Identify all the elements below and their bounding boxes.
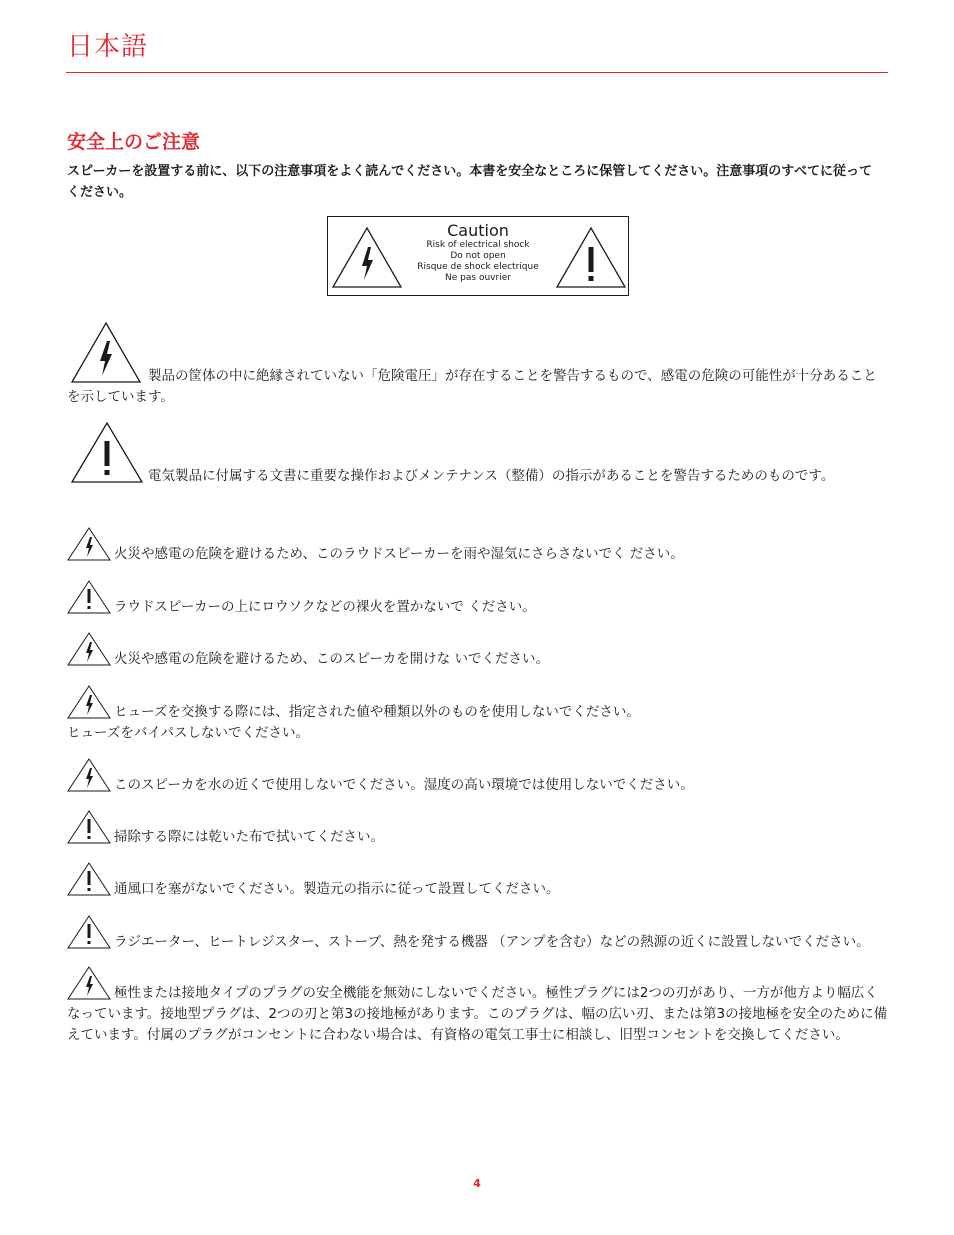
caution-line: Risk of electrical shock	[426, 240, 530, 250]
warning-text: 火災や感電の危険を避けるため、このラウドスピーカーを雨や湿気にさらさないでく ださい。	[114, 546, 684, 562]
warning-text: ラジエーター、ヒートレジスター、ストーブ、熱を発する機器 （アンプを含む）などの熱源の近くに設置しないでください。	[114, 934, 870, 950]
warning-item	[67, 966, 889, 1046]
section-title: 安全上のご注意	[67, 131, 201, 153]
symbol-explanation-lightning: 製品の筐体の中に絶縁されていない「危険電圧」が存在することを警告するもので、感電の危険の可能性が十分あることを示しています。	[67, 368, 877, 405]
lightning-warning-icon	[331, 225, 403, 289]
symbol-explanation-exclamation: 電気製品に付属する文書に重要な操作およびメンテナンス（整備）の指示があることを警告するためのものです。	[148, 468, 835, 484]
caution-label	[327, 216, 629, 296]
warning-text: 火災や感電の危険を避けるため、このスピーカを開けな いでください。	[114, 651, 549, 667]
warning-item	[67, 580, 887, 618]
exclamation-warning-icon	[67, 810, 111, 844]
warning-text-continued: ヒューズをバイパスしないでください。	[67, 725, 310, 741]
warning-text: 通風口を塞がないでください。製造元の指示に従って設置してください。	[114, 881, 560, 897]
caution-line: Do not open	[450, 251, 506, 261]
warning-item	[67, 862, 887, 900]
warning-item	[67, 915, 887, 953]
lightning-warning-icon	[67, 632, 111, 666]
lightning-warning-icon	[67, 685, 111, 719]
lightning-warning-icon	[67, 527, 111, 561]
language-title: 日本語	[67, 32, 149, 62]
warning-item	[67, 685, 887, 744]
header-rule	[66, 72, 888, 73]
warning-item	[67, 527, 887, 565]
symbol-exclamation-large	[70, 421, 144, 488]
exclamation-warning-icon	[67, 580, 111, 614]
lightning-warning-icon	[67, 758, 111, 792]
warning-text: 極性または接地タイプのプラグの安全機能を無効にしないでください。極性プラグには2つの刃があり、一方が他方より幅広くなっています。接地型プラグは、2つの刃と第3の接地極があります。このプラグは、幅の広い刃、または第3の接地極を安全のために備えています。付属のプラグがコンセントに合わない場合は、有資格の電気工事士に相談し、旧型コンセントを交換してください。	[67, 985, 888, 1043]
lightning-warning-icon	[67, 966, 111, 1000]
exclamation-warning-icon	[67, 862, 111, 896]
exclamation-warning-icon	[67, 915, 111, 949]
warning-text: ヒューズを交換する際には、指定された値や種類以外のものを使用しないでください。	[114, 704, 640, 720]
caution-line: Ne pas ouvrier	[445, 273, 511, 283]
warning-item	[67, 758, 887, 796]
exclamation-warning-icon	[70, 421, 144, 484]
warning-text: このスピーカを水の近くで使用しないでください。湿度の高い環境では使用しないでください。	[114, 777, 694, 793]
caution-heading: Caution	[447, 221, 509, 240]
warning-item	[67, 810, 887, 848]
caution-text-block	[402, 221, 554, 284]
caution-line: Risque de shock electrique	[417, 262, 539, 272]
intro-text: スピーカーを設置する前に、以下の注意事項をよく読んでください。本書を安全なところに保管してください。注意事項のすべてに従ってください。	[67, 164, 872, 200]
warning-text: 掃除する際には乾いた布で拭いてください。	[114, 829, 384, 845]
warning-item	[67, 632, 887, 670]
warning-text: ラウドスピーカーの上にロウソクなどの裸火を置かないで ください。	[114, 599, 536, 615]
exclamation-warning-icon	[555, 225, 627, 289]
page-number: 4	[473, 1177, 481, 1190]
